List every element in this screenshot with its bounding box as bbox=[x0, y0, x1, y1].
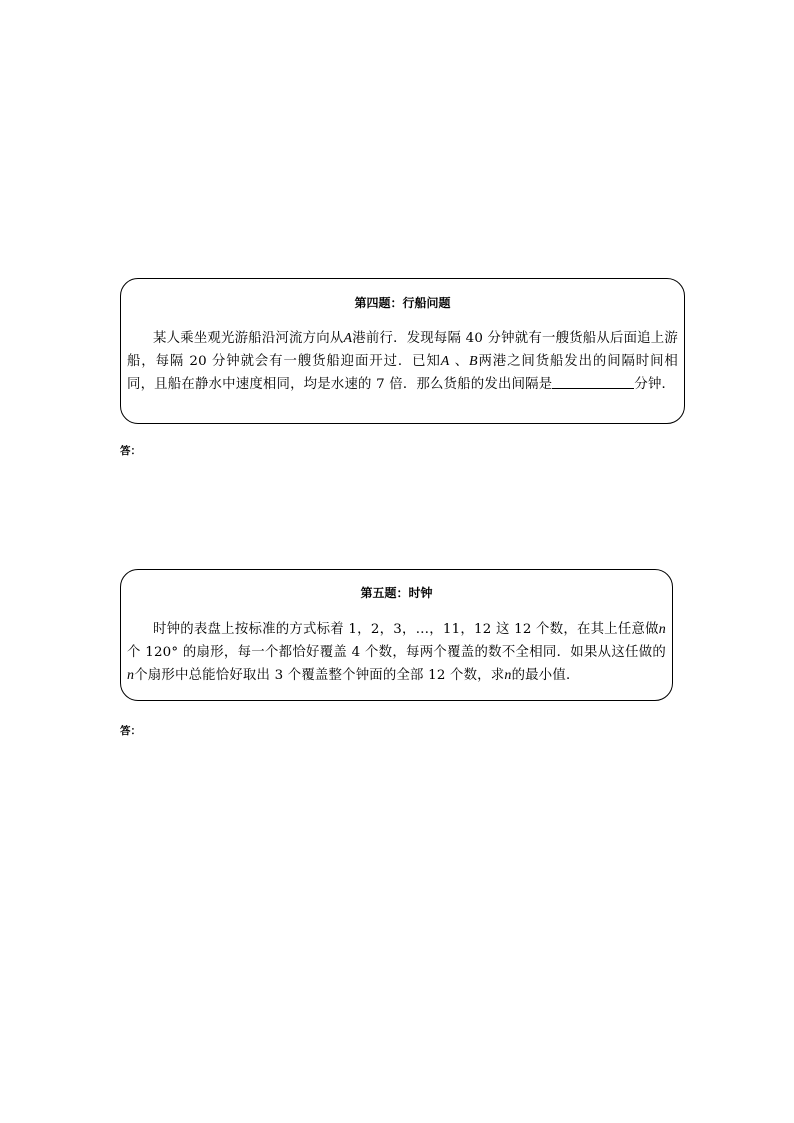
problem-4-box bbox=[120, 278, 685, 424]
problem-4-text: 、 bbox=[449, 354, 470, 369]
answer-label-5: 答： bbox=[120, 725, 141, 737]
problem-4-var-a: A bbox=[440, 354, 450, 369]
problem-5-text: 时钟的表盘上按标准的方式标着 1，2，3，…，11，12 这 12 个数，在其上任意做 bbox=[153, 622, 659, 637]
answer-blank[interactable] bbox=[552, 374, 634, 389]
problem-5-var-n: n bbox=[504, 668, 512, 683]
problem-4-title: 第四题：行船问题 bbox=[354, 296, 451, 310]
problem-4-var-b: B bbox=[469, 354, 478, 369]
problem-5-var-n: n bbox=[658, 622, 666, 637]
problem-4-text: 分钟． bbox=[634, 377, 676, 392]
problem-5-text: 个 120° 的扇形，每一个都恰好覆盖 4 个数，每两个覆盖的数不全相同．如果从这任做的 bbox=[127, 645, 666, 660]
problem-5-box bbox=[120, 569, 673, 701]
problem-4-body bbox=[127, 327, 678, 396]
problem-5-title: 第五题：时钟 bbox=[360, 586, 433, 600]
problem-5-body bbox=[127, 618, 666, 687]
answer-label-4: 答： bbox=[120, 445, 141, 457]
problem-5-var-n: n bbox=[127, 668, 135, 683]
problem-4-text: 两港之间货船发出的间隔时间相同，且船在静水中速度相同，均是水速的 7 倍．那么货船的发出间隔是 bbox=[127, 354, 678, 392]
problem-5-text: 个扇形中总能恰好取出 3 个覆盖整个钟面的全部 12 个数，求 bbox=[134, 668, 505, 683]
problem-4-text: 港前行．发现每隔 40 分钟就有一艘货船从后面追上游船，每隔 20 分钟就会有一艘货船迎面开过．已知 bbox=[127, 331, 678, 369]
problem-4-text: 某人乘坐观光游船沿河流方向从 bbox=[153, 331, 344, 346]
problem-4-var-a: A bbox=[343, 331, 353, 346]
problem-5-text: 的最小值． bbox=[511, 668, 580, 683]
